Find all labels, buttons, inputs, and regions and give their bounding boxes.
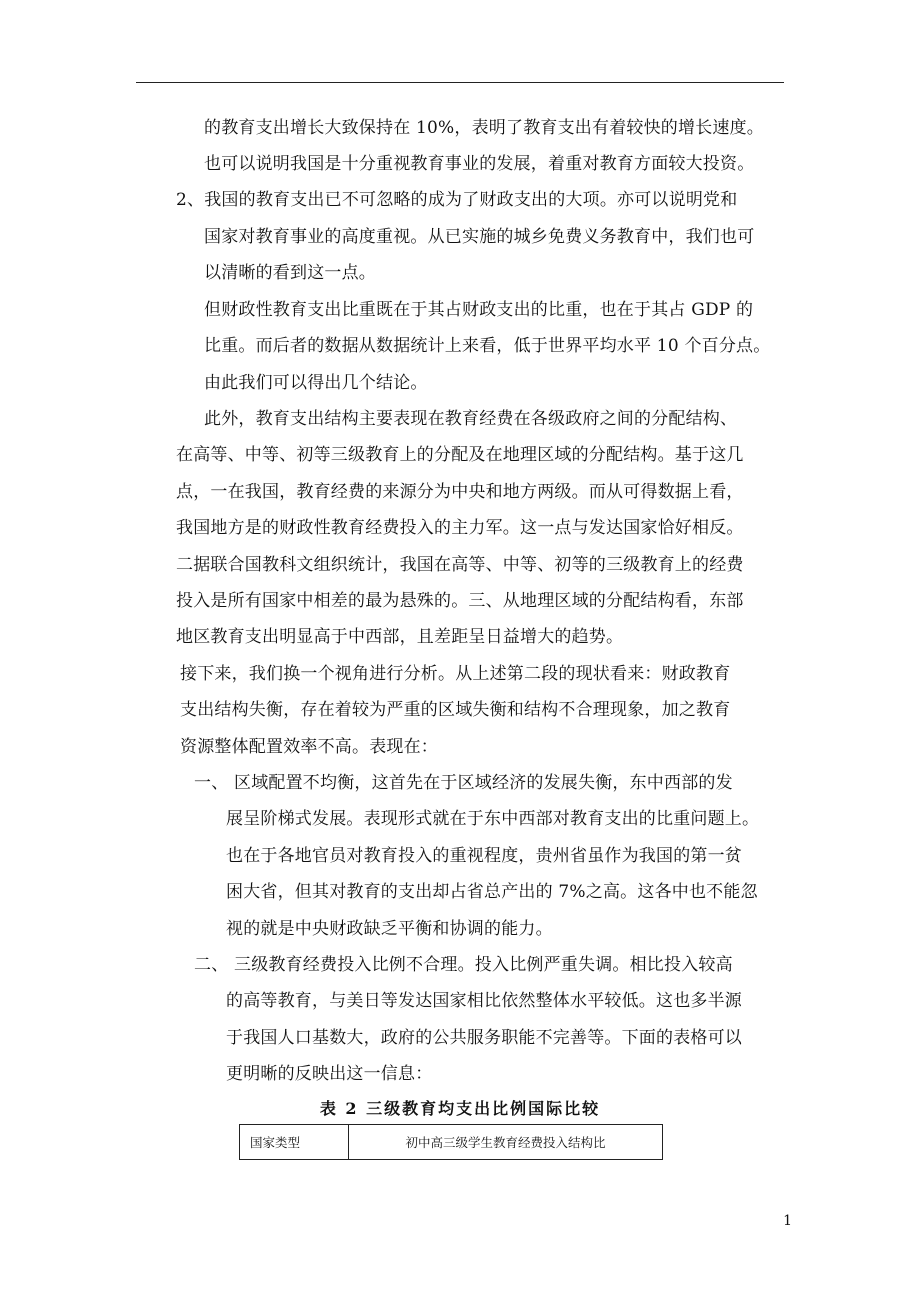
text-line: 的教育支出增长大致保持在 10%，表明了教育支出有着较快的增长速度。 xyxy=(204,118,764,138)
text-line: 更明晰的反映出这一信息： xyxy=(226,1064,433,1084)
text-line: 困大省，但其对教育的支出却占省总产出的 7%之高。这各中也不能忽 xyxy=(226,882,758,902)
text-line: 此外，教育支出结构主要表现在教育经费在各级政府之间的分配结构、 xyxy=(204,409,738,429)
page-number: 1 xyxy=(783,1213,792,1229)
text-line: 展呈阶梯式发展。表现形式就在于东中西部对教育支出的比重问题上。 xyxy=(226,809,760,829)
text-line: 资源整体配置效率不高。表现在： xyxy=(180,737,438,757)
text-line: 也在于各地官员对教育投入的重视程度，贵州省虽作为我国的第一贫 xyxy=(226,846,742,866)
text-line: 一、 区域配置不均衡，这首先在于区域经济的发展失衡，东中西部的发 xyxy=(194,773,733,793)
text-line: 比重。而后者的数据从数据统计上来看，低于世界平均水平 10 个百分点。 xyxy=(204,336,771,356)
table-header-structure-ratio: 初中高三级学生教育经费投入结构比 xyxy=(349,1125,663,1160)
header-rule xyxy=(136,82,784,83)
text-line: 支出结构失衡，存在着较为严重的区域失衡和结构不合理现象，加之教育 xyxy=(180,700,731,720)
comparison-table xyxy=(239,1124,663,1160)
text-line: 国家对教育事业的高度重视。从已实施的城乡免费义务教育中，我们也可 xyxy=(204,227,755,247)
text-line: 于我国人口基数大，政府的公共服务职能不完善等。下面的表格可以 xyxy=(226,1028,742,1048)
text-line: 接下来，我们换一个视角进行分析。从上述第二段的现状看来：财政教育 xyxy=(180,664,731,684)
table-row xyxy=(240,1125,663,1160)
text-line: 地区教育支出明显高于中西部，且差距呈日益增大的趋势。 xyxy=(176,627,624,647)
text-line: 在高等、中等、初等三级教育上的分配及在地理区域的分配结构。基于这几 xyxy=(176,445,744,465)
table-caption: 表 2 三级教育均支出比例国际比较 xyxy=(319,1099,601,1118)
text-line: 二、 三级教育经费投入比例不合理。投入比例严重失调。相比投入较高 xyxy=(194,955,733,975)
text-line: 二据联合国教科文组织统计，我国在高等、中等、初等的三级教育上的经费 xyxy=(176,555,744,575)
text-line: 由此我们可以得出几个结论。 xyxy=(204,373,428,393)
text-line: 2、我国的教育支出已不可忽略的成为了财政支出的大项。亦可以说明党和 xyxy=(176,190,738,210)
text-line: 投入是所有国家中相差的最为悬殊的。三、从地理区域的分配结构看，东部 xyxy=(176,591,744,611)
text-line: 视的就是中央财政缺乏平衡和协调的能力。 xyxy=(226,919,553,939)
text-line: 点，一在我国，教育经费的来源分为中央和地方两级。而从可得数据上看， xyxy=(176,482,744,502)
text-line: 我国地方是的财政性教育经费投入的主力军。这一点与发达国家恰好相反。 xyxy=(176,518,744,538)
text-line: 但财政性教育支出比重既在于其占财政支出的比重，也在于其占 GDP 的 xyxy=(204,300,754,320)
text-line: 也可以说明我国是十分重视教育事业的发展，着重对教育方面较大投资。 xyxy=(204,154,755,174)
text-line: 的高等教育，与美日等发达国家相比依然整体水平较低。这也多半源 xyxy=(226,991,742,1011)
table-header-country-type: 国家类型 xyxy=(240,1125,349,1160)
text-line: 以清晰的看到这一点。 xyxy=(204,263,376,283)
